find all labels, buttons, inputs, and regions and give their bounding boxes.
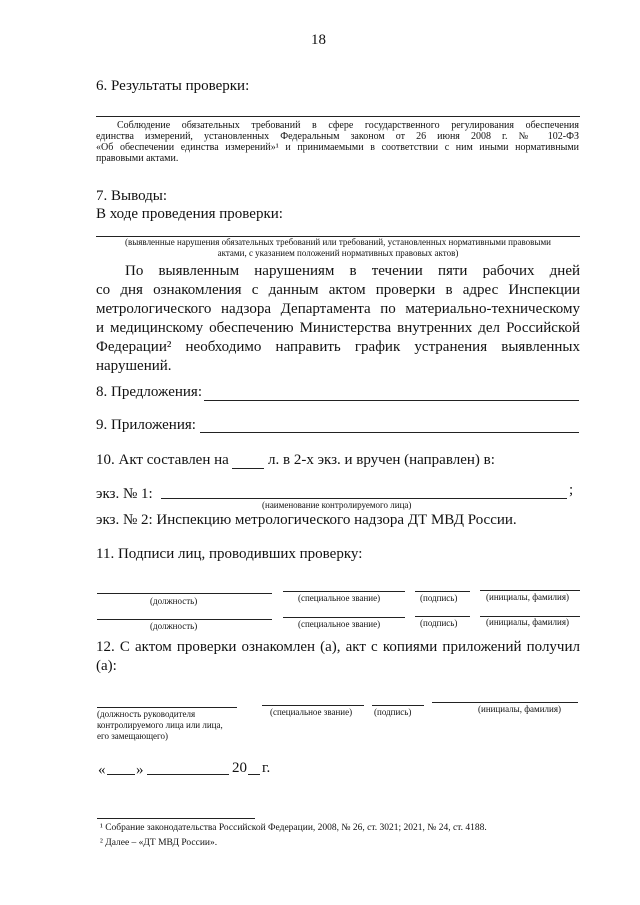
section7-para-line: метрологического надзора Департамента по материально-техническому — [96, 301, 580, 317]
date-month-blank[interactable] — [147, 774, 229, 775]
section7-caption-line: актами, с указанием положений нормативных правовых актов) — [217, 248, 459, 258]
ack-head-line[interactable] — [97, 707, 237, 708]
date-day-blank[interactable] — [107, 774, 135, 775]
copy1-caption: (наименование контролируемого лица) — [262, 500, 412, 510]
ack-rank-line[interactable] — [262, 705, 364, 706]
section10-text-b: л. в 2-х экз. и вручен (направлен) в: — [268, 452, 495, 468]
section8-line[interactable] — [204, 400, 579, 401]
sig2-caption-name: (инициалы, фамилия) — [486, 617, 569, 627]
sig2-rank-line[interactable] — [283, 617, 405, 618]
sig1-rank-line[interactable] — [283, 591, 405, 592]
page-number: 18 — [311, 32, 326, 48]
ack-caption-head-line: его замещающего) — [97, 731, 168, 741]
sig1-name-line[interactable] — [480, 590, 580, 591]
section12-title — [96, 638, 580, 676]
section6-line — [96, 116, 580, 117]
section9-label: 9. Приложения: — [96, 417, 196, 433]
date-year-suffix: г. — [262, 760, 271, 776]
copy1-label: экз. № 1: — [96, 486, 153, 502]
sig1-position-line[interactable] — [97, 593, 272, 594]
sig2-signature-line[interactable] — [415, 616, 470, 617]
sig1-caption-position: (должность) — [150, 596, 198, 606]
sig2-caption-signature: (подпись) — [420, 618, 458, 628]
section7-paragraph — [96, 262, 580, 376]
section6-text — [96, 120, 579, 164]
date-close-quote: » — [136, 762, 144, 778]
section6-text-line: «Об обеспечении единства измерений»¹ и принимаемыми в соответствии с ним иными нормативными — [96, 142, 579, 153]
section7-caption — [100, 237, 576, 259]
section6-text-line: единства измерений, установленных Федеральным законом от 26 июня 2008 г. № 102-ФЗ — [96, 131, 579, 142]
section7-para-line: нарушений. — [96, 358, 172, 374]
section11-title: 11. Подписи лиц, проводивших проверку: — [96, 546, 363, 562]
section9-line[interactable] — [200, 432, 579, 433]
section6-title: 6. Результаты проверки: — [96, 78, 250, 94]
sig1-caption-rank: (специальное звание) — [298, 593, 381, 603]
date-open-quote: « — [98, 762, 106, 778]
sig2-caption-position: (должность) — [150, 621, 198, 631]
ack-caption-head — [97, 709, 223, 742]
section7-para-line: Федерации² необходимо направить график устранения выявленных — [96, 339, 580, 355]
section7-caption-line: (выявленные нарушения обязательных требований или требований, установленных нормативными правовыми — [125, 237, 551, 247]
section12-title-line: 12. С актом проверки ознакомлен (а), акт с копиями приложений получил — [96, 639, 580, 655]
copy2-text: экз. № 2: Инспекцию метрологического надзора ДТ МВД России. — [96, 512, 517, 528]
section7-subtitle: В ходе проведения проверки: — [96, 206, 283, 222]
section7-title: 7. Выводы: — [96, 188, 168, 204]
section10-text-a: 10. Акт составлен на — [96, 452, 229, 468]
sig2-position-line[interactable] — [97, 619, 272, 620]
section8-label: 8. Предложения: — [96, 384, 202, 400]
section7-para-line: По выявленным нарушениям в течении пяти рабочих дней — [125, 263, 580, 279]
footnote-separator — [97, 818, 255, 819]
section6-text-line: Соблюдение обязательных требований в сфере государственного регулирования обеспечения — [117, 120, 579, 131]
ack-caption-signature: (подпись) — [374, 707, 412, 717]
ack-caption-rank: (специальное звание) — [270, 707, 353, 717]
date-year-blank[interactable] — [248, 774, 260, 775]
copy1-end: ; — [569, 482, 574, 498]
date-year-prefix: 20 — [232, 760, 247, 776]
ack-signature-line[interactable] — [372, 705, 424, 706]
section12-title-line: (а): — [96, 658, 117, 674]
footnote-1: ¹ Собрание законодательства Российской Федерации, 2008, № 26, ст. 3021; 2021, № 24, ст. 4188. — [100, 823, 487, 833]
sig1-caption-name: (инициалы, фамилия) — [486, 592, 569, 602]
section7-para-line: со дня ознакомления с данным актом проверки в адрес Инспекции — [96, 282, 580, 298]
section6-text-line: правовыми актами. — [96, 153, 179, 164]
ack-caption-head-line: контролируемого лица или лица, — [97, 720, 223, 730]
ack-caption-head-line: (должность руководителя — [97, 709, 196, 719]
section7-para-line: и медицинскому обеспечению Министерства внутренних дел Российской — [96, 320, 580, 336]
sig2-caption-rank: (специальное звание) — [298, 619, 381, 629]
ack-caption-name: (инициалы, фамилия) — [478, 704, 561, 714]
footnote-2: ² Далее – «ДТ МВД России». — [100, 838, 218, 848]
sig1-signature-line[interactable] — [415, 591, 470, 592]
copy1-line[interactable] — [161, 498, 567, 499]
section10-pages-blank[interactable] — [232, 468, 264, 469]
sig1-caption-signature: (подпись) — [420, 593, 458, 603]
ack-name-line[interactable] — [432, 702, 578, 703]
